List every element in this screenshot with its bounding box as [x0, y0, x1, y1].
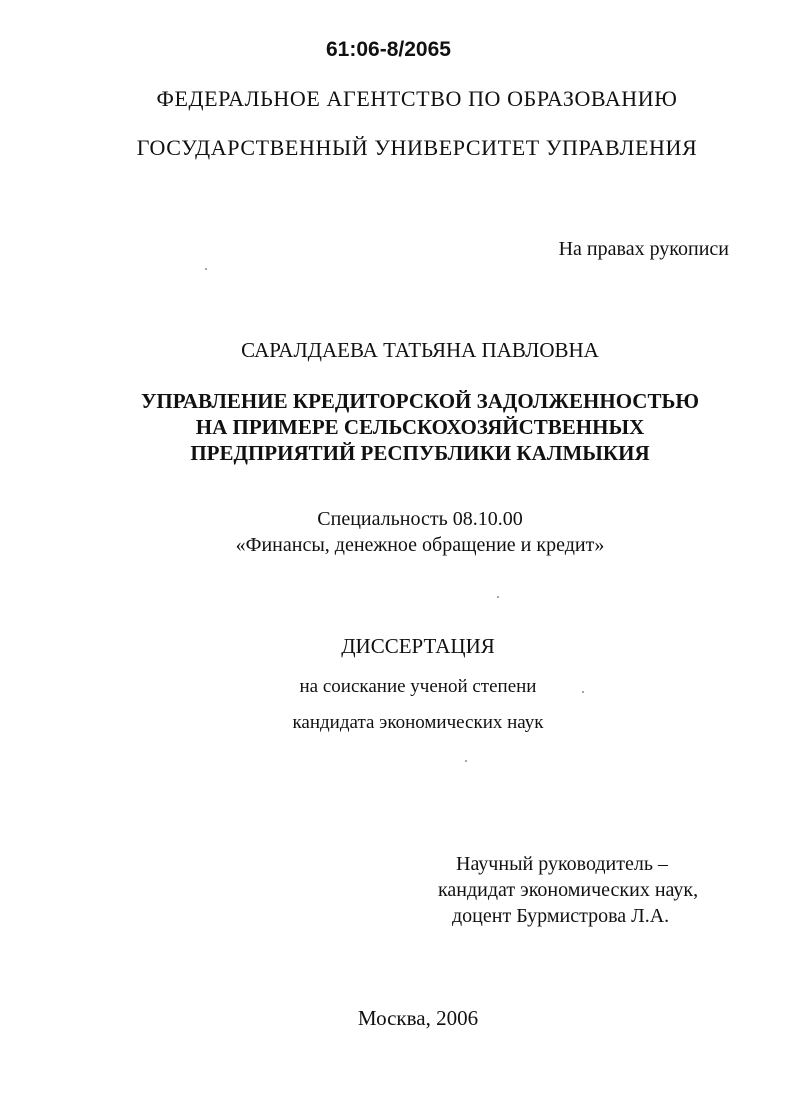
scan-speck — [582, 691, 584, 693]
supervisor-name: доцент Бурмистрова Л.А. — [452, 905, 670, 927]
degree-line-2: кандидата экономических наук — [292, 712, 544, 733]
city-year: Москва, 2006 — [357, 1006, 479, 1030]
supervisor-role: Научный руководитель – — [456, 853, 668, 875]
agency-heading: ФЕДЕРАЛЬНОЕ АГЕНТСТВО ПО ОБРАЗОВАНИЮ — [156, 86, 678, 111]
author-name: САРАЛДАЕВА ТАТЬЯНА ПАВЛОВНА — [241, 338, 599, 362]
dissertation-title — [0, 388, 794, 466]
title-line-2: НА ПРИМЕРЕ СЕЛЬСКОХОЗЯЙСТВЕННЫХ — [195, 415, 645, 439]
supervisor-block — [438, 851, 698, 929]
document-type: ДИССЕРТАЦИЯ — [341, 634, 495, 658]
scan-speck — [465, 760, 467, 762]
degree-line-1: на соискание ученой степени — [299, 676, 537, 697]
university-heading: ГОСУДАРСТВЕННЫЙ УНИВЕРСИТЕТ УПРАВЛЕНИЯ — [136, 135, 698, 160]
scan-speck — [497, 596, 499, 598]
specialty-block — [0, 506, 794, 558]
manuscript-note: На правах рукописи — [558, 238, 729, 260]
title-line-3: ПРЕДПРИЯТИЙ РЕСПУБЛИКИ КАЛМЫКИЯ — [190, 441, 650, 465]
supervisor-degree: кандидат экономических наук, — [438, 879, 699, 901]
specialty-name: «Финансы, денежное обращение и кредит» — [235, 534, 605, 556]
specialty-code: Специальность 08.10.00 — [317, 508, 523, 530]
catalog-number: 61:06-8/2065 — [326, 38, 451, 61]
scan-speck — [205, 268, 207, 270]
title-line-1: УПРАВЛЕНИЕ КРЕДИТОРСКОЙ ЗАДОЛЖЕННОСТЬЮ — [141, 389, 699, 413]
